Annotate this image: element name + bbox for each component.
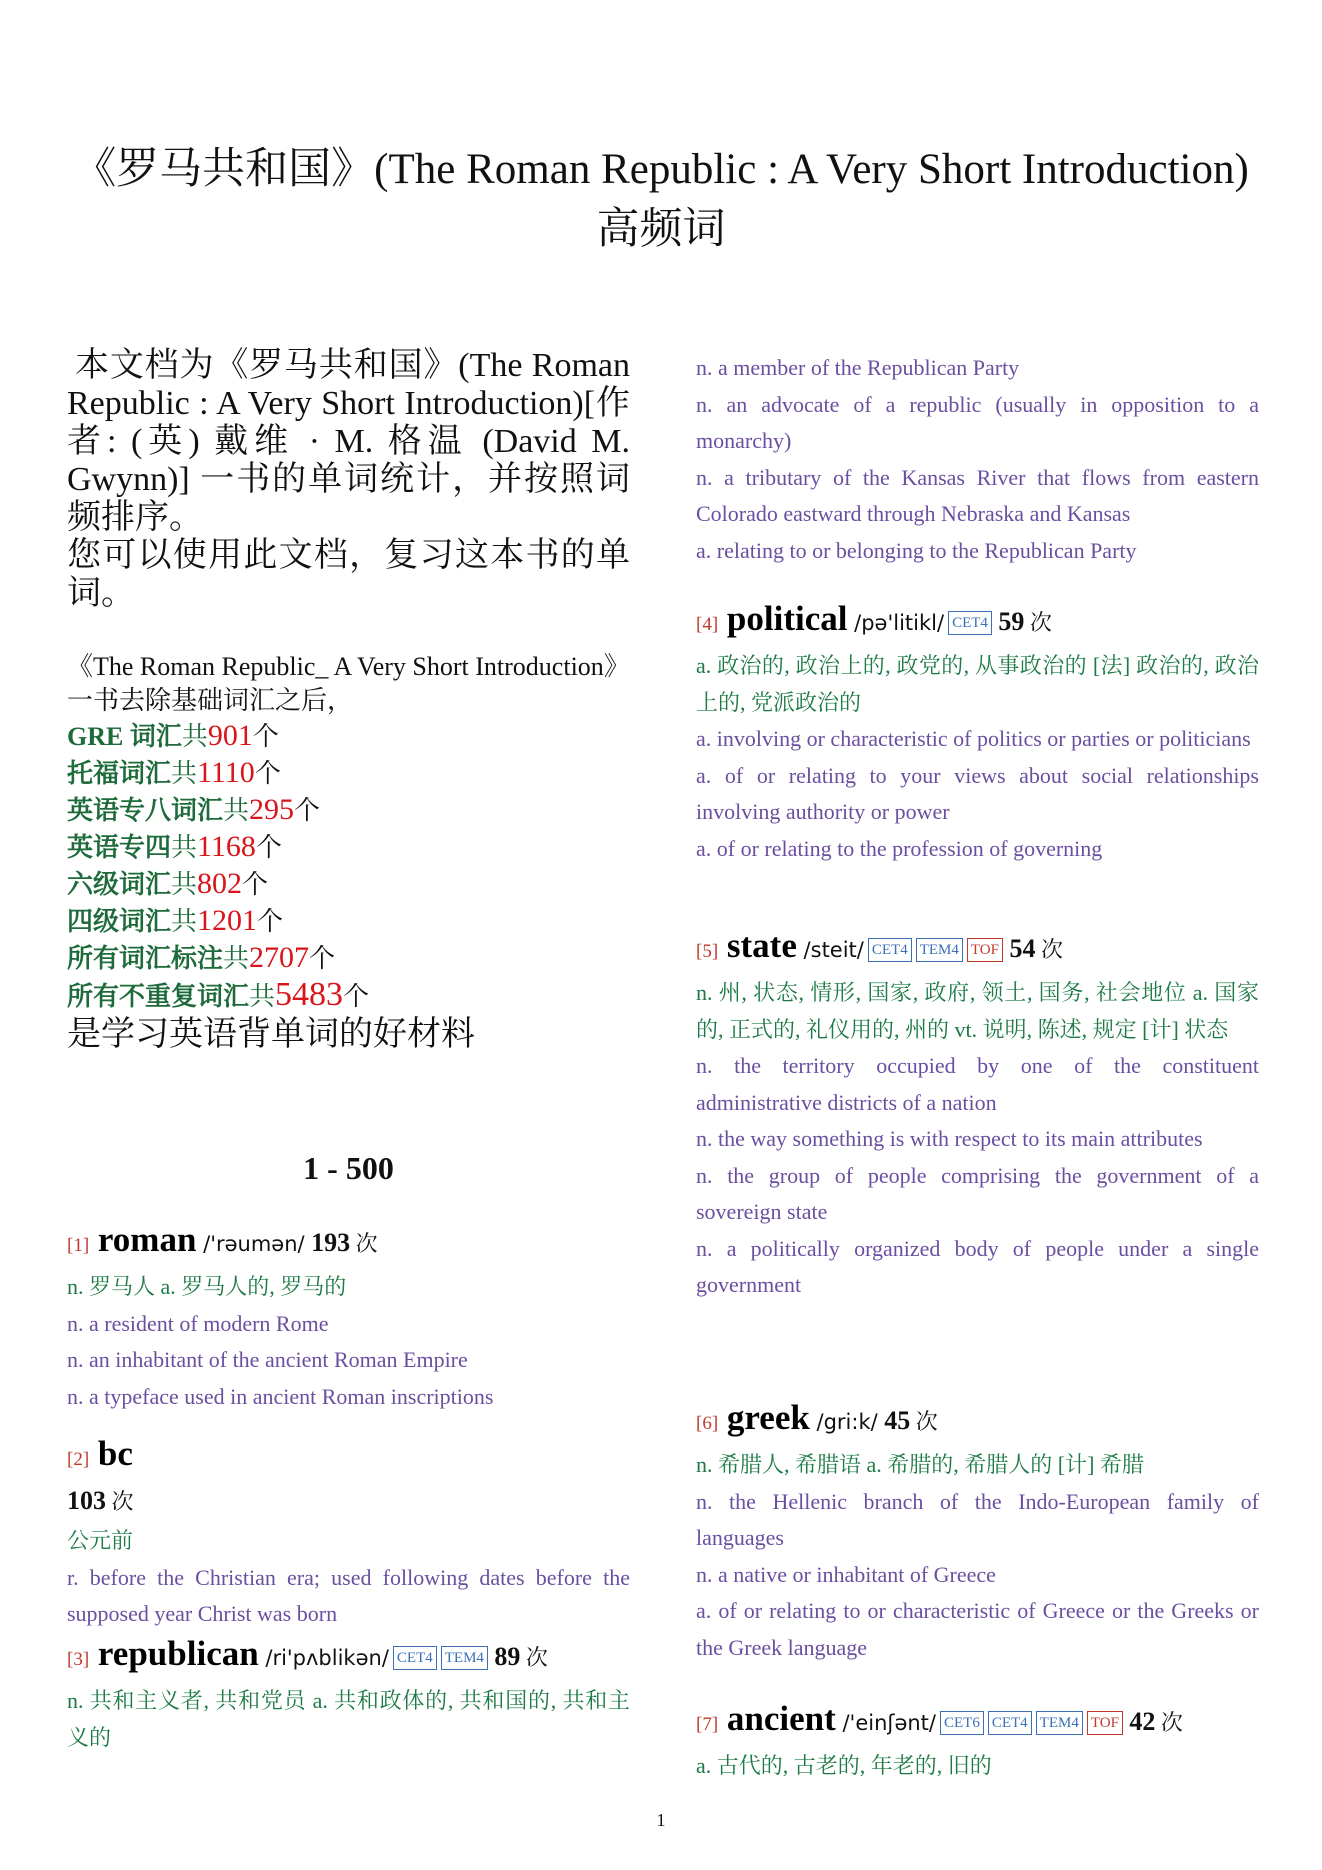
definition: a. relating to or belonging to the Republican Party xyxy=(696,537,1137,563)
exam-tag: TOF xyxy=(1087,1711,1123,1735)
exam-tag: CET4 xyxy=(393,1646,437,1670)
freq-count: 45 xyxy=(877,1406,911,1435)
definition: a. 古代的, 古老的, 年老的, 旧的 xyxy=(696,1753,992,1778)
entry-frequency xyxy=(67,1486,134,1515)
stat-label: 六级词汇 xyxy=(67,870,172,899)
definition: n. the way something is with respect to its main attributes xyxy=(696,1126,1203,1151)
freq-count: 103 xyxy=(67,1486,106,1515)
stat-row xyxy=(67,977,630,1015)
exam-tag: TEM4 xyxy=(916,938,963,962)
range-heading: 1 - 500 xyxy=(303,1150,394,1186)
freq-count: 59 xyxy=(991,607,1025,636)
definition: n. an inhabitant of the ancient Roman Empire xyxy=(67,1347,468,1372)
freq-count: 89 xyxy=(487,1642,521,1671)
stat-row xyxy=(67,792,630,829)
stat-label: 四级词汇 xyxy=(67,907,172,936)
word-entry xyxy=(696,1396,1259,1666)
definition: r. before the Christian era; used following dates before the supposed year Christ was born xyxy=(67,1564,630,1626)
stats-lead: 《The Roman Republic_ A Very Short Introduction》一书去除基础词汇之后， xyxy=(67,652,630,715)
definition: n. the Hellenic branch of the Indo-European family of languages xyxy=(696,1488,1259,1550)
word-entry xyxy=(696,924,1259,1304)
entry-frequency xyxy=(1002,934,1063,963)
title-line-1: 《罗马共和国》(The Roman Republic : A Very Short Introduction) xyxy=(73,146,1249,193)
entry-head xyxy=(67,1632,630,1683)
title-line-2: 高频词 xyxy=(596,206,726,253)
entry-index: [5] xyxy=(696,941,719,962)
entry-word: ancient xyxy=(718,1699,836,1738)
entry-word: bc xyxy=(89,1434,133,1473)
word-entry-continued xyxy=(696,350,1259,569)
stat-value: 1110 xyxy=(197,756,255,789)
page-title xyxy=(0,140,1322,260)
stat-ge: 个 xyxy=(242,870,269,899)
freq-unit: 次 xyxy=(1035,937,1063,962)
stat-gong: 共 xyxy=(171,907,198,936)
definition: a. of or relating to your views about social relationships involving authority or power xyxy=(696,762,1259,824)
entry-frequency xyxy=(487,1642,548,1671)
definition: n. an advocate of a republic (usually in opposition to a monarchy) xyxy=(696,391,1259,453)
definition: a. of or relating to the profession of governing xyxy=(696,835,1103,861)
definition: 公元前 xyxy=(67,1528,134,1553)
stat-label: 所有词汇标注 xyxy=(67,944,224,973)
definition: n. a member of the Republican Party xyxy=(696,355,1020,380)
freq-count: 193 xyxy=(304,1228,351,1257)
entry-freq-line xyxy=(67,1483,630,1523)
entry-index: [3] xyxy=(67,1649,90,1670)
stats-tail: 是学习英语背单词的好材料 xyxy=(67,1016,475,1053)
stat-ge: 个 xyxy=(255,833,282,862)
stat-row xyxy=(67,718,630,755)
entry-head xyxy=(67,1432,630,1483)
entry-word: state xyxy=(718,926,797,965)
stat-row xyxy=(67,829,630,866)
stat-value: 901 xyxy=(207,719,253,752)
definition: a. involving or characteristic of politics or parties or politicians xyxy=(696,726,1251,751)
freq-count: 42 xyxy=(1122,1707,1156,1736)
freq-unit: 次 xyxy=(1155,1710,1183,1735)
intro-text-1: 本文档为《罗马共和国》(The Roman Republic : A Very Short Introduction)[作者: (英) 戴维 · M. 格温 (David M. Gwynn)] 一书的单词统计，并按照词频排序。 xyxy=(67,347,630,536)
page-number: 1 xyxy=(656,1810,666,1830)
definition: n. 希腊人, 希腊语 a. 希腊的, 希腊人的 [计] 希腊 xyxy=(696,1452,1144,1477)
freq-unit: 次 xyxy=(520,1645,548,1670)
entry-head xyxy=(696,597,1259,648)
word-entry xyxy=(67,1218,630,1415)
stat-ge: 个 xyxy=(254,759,281,788)
stat-ge: 个 xyxy=(309,944,336,973)
entry-word: republican xyxy=(89,1634,259,1673)
entry-word: greek xyxy=(718,1398,810,1437)
definition: n. a resident of modern Rome xyxy=(67,1310,329,1336)
stat-gong: 共 xyxy=(223,796,250,825)
entry-word: roman xyxy=(89,1220,197,1259)
entry-index: [6] xyxy=(696,1413,719,1434)
entry-phonetic: /ri'pʌblikən/ xyxy=(258,1646,389,1670)
exam-tag: TOF xyxy=(967,938,1003,962)
stat-value: 5483 xyxy=(275,976,344,1013)
entry-head xyxy=(696,1697,1259,1748)
stat-value: 802 xyxy=(197,867,243,900)
exam-tag: CET6 xyxy=(940,1711,984,1735)
freq-unit: 次 xyxy=(1024,610,1052,635)
definition: n. the territory occupied by one of the constituent administrative districts of a nation xyxy=(696,1053,1259,1115)
definition: n. 罗马人 a. 罗马人的, 罗马的 xyxy=(67,1274,347,1299)
stat-ge: 个 xyxy=(257,907,284,936)
stat-gong: 共 xyxy=(171,870,198,899)
exam-tag: TEM4 xyxy=(441,1646,488,1670)
stat-ge: 个 xyxy=(252,722,279,751)
entry-index: [1] xyxy=(67,1235,90,1256)
definition: n. the group of people comprising the government of a sovereign state xyxy=(696,1162,1259,1224)
stat-gong: 共 xyxy=(249,982,276,1011)
entry-phonetic: /'rəumən/ xyxy=(196,1232,305,1256)
entry-index: [4] xyxy=(696,614,719,635)
stat-ge: 个 xyxy=(294,796,321,825)
entry-frequency xyxy=(1122,1707,1183,1736)
stats-rows xyxy=(67,718,630,1015)
stat-value: 2707 xyxy=(249,941,310,974)
stat-gong: 共 xyxy=(181,722,208,751)
entry-index: [2] xyxy=(67,1449,90,1470)
stat-row xyxy=(67,755,630,792)
stat-gong: 共 xyxy=(171,833,198,862)
stat-value: 1201 xyxy=(197,904,258,937)
exam-tag: CET4 xyxy=(988,1711,1032,1735)
definition: n. a native or inhabitant of Greece xyxy=(696,1561,996,1587)
entry-word: political xyxy=(718,599,848,638)
stat-row xyxy=(67,940,630,977)
entry-head xyxy=(696,924,1259,975)
freq-unit: 次 xyxy=(350,1231,378,1256)
word-entry xyxy=(67,1632,630,1756)
definition: n. a typeface used in ancient Roman inscriptions xyxy=(67,1383,494,1409)
stat-label: 托福词汇 xyxy=(67,759,172,788)
definition: n. a tributary of the Kansas River that flows from eastern Colorado eastward through Nebraska and Kansas xyxy=(696,464,1259,526)
stat-gong: 共 xyxy=(223,944,250,973)
freq-unit: 次 xyxy=(106,1489,134,1514)
entry-phonetic: /gri:k/ xyxy=(809,1410,878,1434)
definition: n. a politically organized body of people under a single government xyxy=(696,1235,1259,1297)
definition: a. of or relating to or characteristic of Greece or the Greeks or the Greek language xyxy=(696,1598,1259,1660)
entry-head xyxy=(696,1396,1259,1447)
stat-label: GRE 词汇 xyxy=(67,722,182,751)
entry-phonetic: /pə'litikl/ xyxy=(847,611,945,635)
freq-unit: 次 xyxy=(910,1409,938,1434)
definition: n. 州, 状态, 情形, 国家, 政府, 领土, 国务, 社会地位 a. 国家的, 正式的, 礼仪用的, 州的 vt. 说明, 陈述, 规定 [计] 状态 xyxy=(696,980,1259,1042)
stat-value: 295 xyxy=(249,793,295,826)
exam-tag: TEM4 xyxy=(1036,1711,1083,1735)
stat-label: 所有不重复词汇 xyxy=(67,982,250,1011)
stat-row xyxy=(67,866,630,903)
exam-tag: CET4 xyxy=(948,611,992,635)
word-entry xyxy=(696,1697,1259,1785)
exam-tag: CET4 xyxy=(868,938,912,962)
entry-frequency xyxy=(877,1406,938,1435)
stat-gong: 共 xyxy=(171,759,198,788)
intro-paragraph xyxy=(67,347,630,613)
entry-phonetic: /steit/ xyxy=(796,938,864,962)
stat-ge: 个 xyxy=(343,982,370,1011)
entry-frequency xyxy=(304,1228,378,1257)
stat-value: 1168 xyxy=(197,830,256,863)
word-entry xyxy=(67,1432,630,1633)
stat-label: 英语专八词汇 xyxy=(67,796,224,825)
entry-index: [7] xyxy=(696,1714,719,1735)
definition: a. 政治的, 政治上的, 政党的, 从事政治的 [法] 政治的, 政治上的, 党派政治的 xyxy=(696,653,1259,715)
word-entry xyxy=(696,597,1259,867)
entry-head xyxy=(67,1218,630,1269)
entry-frequency xyxy=(991,607,1052,636)
stat-label: 英语专四 xyxy=(67,833,172,862)
entry-phonetic: /'einʃənt/ xyxy=(835,1711,936,1735)
freq-count: 54 xyxy=(1002,934,1036,963)
stat-row xyxy=(67,903,630,940)
vocab-stats xyxy=(67,650,630,1055)
definition: n. 共和主义者, 共和党员 a. 共和政体的, 共和国的, 共和主义的 xyxy=(67,1688,630,1750)
intro-text-2: 您可以使用此文档，复习这本书的单词。 xyxy=(67,537,630,612)
